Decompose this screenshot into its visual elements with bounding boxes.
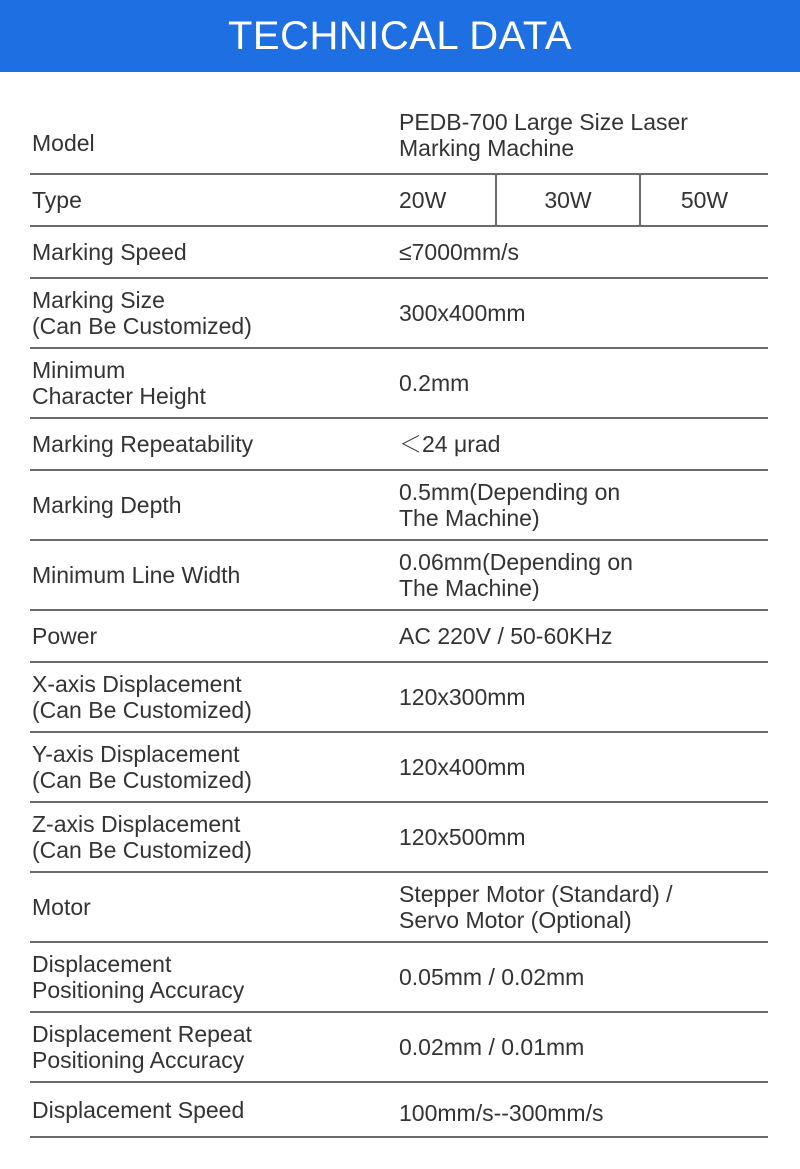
spec-label-line: Marking Size xyxy=(32,287,165,313)
spec-label-line: Positioning Accuracy xyxy=(32,1047,245,1073)
spec-label-line: Displacement xyxy=(32,951,172,977)
spec-value xyxy=(399,611,768,661)
spec-label-text: Type xyxy=(32,187,82,213)
spec-row-marking-speed xyxy=(30,227,768,279)
spec-label xyxy=(32,1083,372,1136)
spec-label-line: (Can Be Customized) xyxy=(32,697,252,723)
spec-value xyxy=(399,471,768,539)
type-options xyxy=(399,175,768,225)
spec-row-marking-depth xyxy=(30,471,768,541)
spec-value-line: The Machine) xyxy=(399,505,540,531)
spec-row-z-axis xyxy=(30,803,768,873)
spec-value-line: 0.06mm(Depending on xyxy=(399,549,633,575)
spec-value xyxy=(399,1083,768,1136)
type-option-30w: 30W xyxy=(495,175,641,225)
spec-value-text: AC 220V / 50-60KHz xyxy=(399,623,613,649)
spec-row-disp-speed xyxy=(30,1083,768,1138)
spec-label-line: (Can Be Customized) xyxy=(32,837,252,863)
spec-value-text: 0.02mm / 0.01mm xyxy=(399,1034,585,1060)
spec-table xyxy=(30,105,768,1138)
spec-value-text: 0.05mm / 0.02mm xyxy=(399,964,585,990)
spec-value-text: 120x400mm xyxy=(399,754,526,780)
spec-value-text: 100mm/s--300mm/s xyxy=(399,1099,604,1126)
spec-value-text: 0.2mm xyxy=(399,370,470,396)
spec-label xyxy=(32,227,372,277)
spec-label-text: Motor xyxy=(32,894,91,920)
spec-label xyxy=(32,663,372,731)
spec-label xyxy=(32,873,372,941)
spec-value-line: PEDB-700 Large Size Laser xyxy=(399,109,688,135)
spec-value xyxy=(399,419,768,469)
spec-value-line: 0.5mm(Depending on xyxy=(399,479,621,505)
spec-value-line: Stepper Motor (Standard) / xyxy=(399,881,673,907)
spec-label-line: Z-axis Displacement xyxy=(32,811,241,837)
spec-label xyxy=(32,733,372,801)
spec-value-text: ≤7000mm/s xyxy=(399,239,519,265)
spec-value xyxy=(399,873,768,941)
spec-label-line: Displacement Repeat xyxy=(32,1021,252,1047)
type-option-20w: 20W xyxy=(399,186,447,213)
spec-row-type xyxy=(30,175,768,227)
spec-label xyxy=(32,541,372,609)
spec-label-text: Marking Speed xyxy=(32,239,187,265)
type-option-50w: 50W xyxy=(680,186,729,213)
spec-label-line: X-axis Displacement xyxy=(32,671,242,697)
spec-value-text: 120x500mm xyxy=(399,824,526,850)
page-title: TECHNICAL DATA xyxy=(227,13,573,58)
spec-label-line: Y-axis Displacement xyxy=(32,741,240,767)
spec-row-repeat-accuracy xyxy=(30,1013,768,1083)
spec-value-text: 300x400mm xyxy=(399,300,526,326)
spec-row-min-char-height xyxy=(30,349,768,419)
spec-value xyxy=(399,349,768,417)
spec-value xyxy=(399,279,768,347)
spec-label xyxy=(32,113,372,173)
spec-row-min-line-width xyxy=(30,541,768,611)
spec-row-motor xyxy=(30,873,768,943)
spec-label-text: Displacement Speed xyxy=(32,1096,245,1123)
spec-row-marking-size xyxy=(30,279,768,349)
spec-label xyxy=(32,349,372,417)
spec-row-power xyxy=(30,611,768,663)
spec-value xyxy=(399,733,768,801)
header-banner xyxy=(0,0,800,72)
spec-row-x-axis xyxy=(30,663,768,733)
spec-row-repeatability xyxy=(30,419,768,471)
spec-label-text: Model xyxy=(32,130,95,156)
spec-value xyxy=(399,1013,768,1081)
spec-label-line: (Can Be Customized) xyxy=(32,313,252,339)
spec-row-y-axis xyxy=(30,733,768,803)
spec-value xyxy=(399,663,768,731)
spec-label-line: Positioning Accuracy xyxy=(32,977,245,1003)
spec-label xyxy=(32,1013,372,1081)
spec-value xyxy=(399,803,768,871)
spec-label xyxy=(32,943,372,1011)
spec-value-text: 120x300mm xyxy=(399,684,526,710)
spec-label xyxy=(32,419,372,469)
spec-label-line: Character Height xyxy=(32,383,206,409)
spec-label-text: Power xyxy=(32,623,98,649)
spec-label-text: Marking Depth xyxy=(32,492,182,518)
spec-value-line: Marking Machine xyxy=(399,135,575,161)
spec-value xyxy=(399,541,768,609)
spec-value xyxy=(399,227,768,277)
spec-label-line: Minimum xyxy=(32,357,126,383)
spec-value xyxy=(399,109,768,173)
spec-label xyxy=(32,175,372,225)
spec-label-line: (Can Be Customized) xyxy=(32,767,252,793)
spec-value-line: Servo Motor (Optional) xyxy=(399,907,632,933)
spec-row-pos-accuracy xyxy=(30,943,768,1013)
spec-value-line: The Machine) xyxy=(399,575,540,601)
spec-row-model xyxy=(30,105,768,175)
spec-label-text: Minimum Line Width xyxy=(32,562,241,588)
spec-label-text: Marking Repeatability xyxy=(32,431,254,457)
spec-label xyxy=(32,803,372,871)
spec-value-text: ＜24 μrad xyxy=(399,431,501,457)
spec-label xyxy=(32,471,372,539)
spec-value xyxy=(399,943,768,1011)
spec-label xyxy=(32,611,372,661)
spec-label xyxy=(32,279,372,347)
